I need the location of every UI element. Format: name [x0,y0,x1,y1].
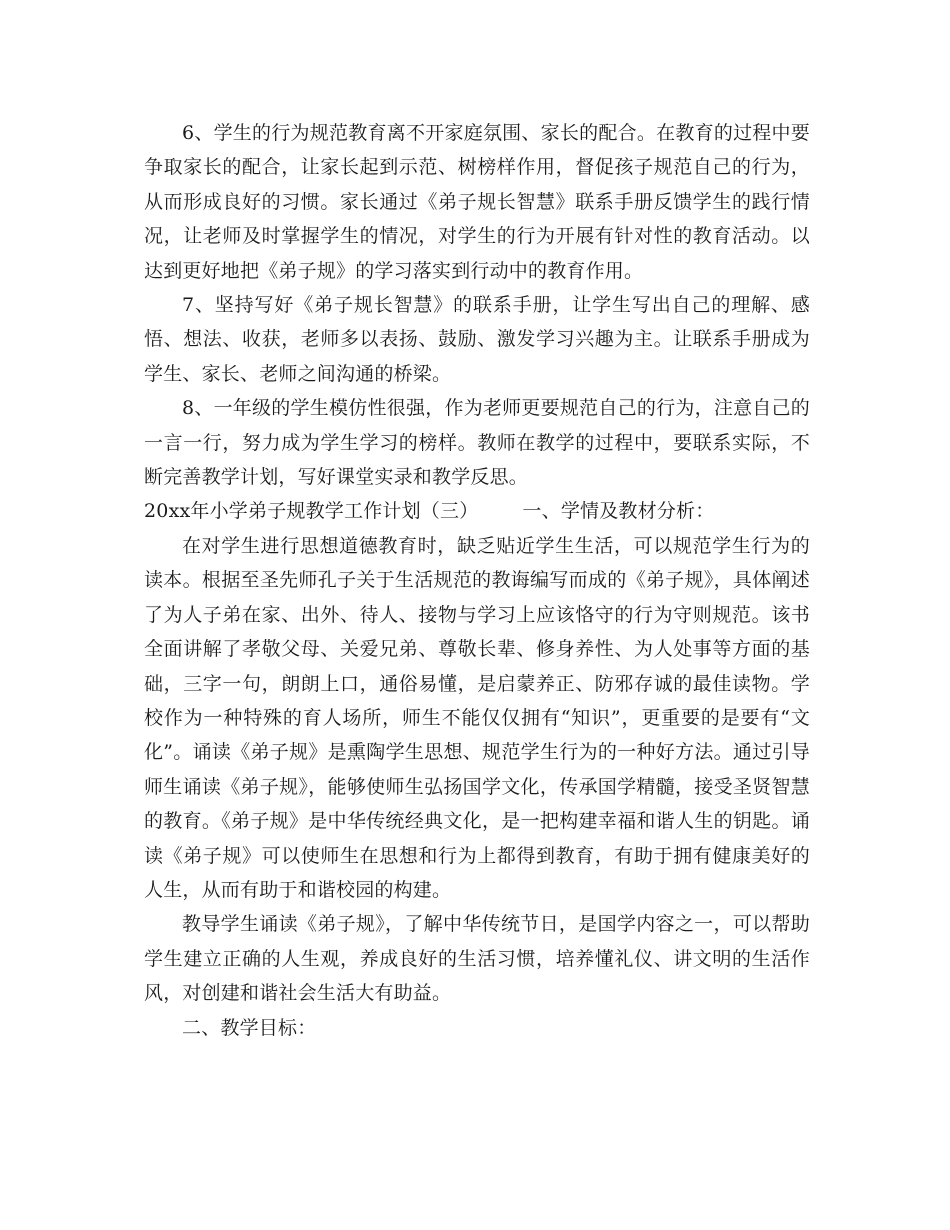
section-teaching-goals: 二、教学目标： [182,1016,317,1039]
section-subtitle: 一、学情及教材分析： [522,500,715,523]
section-heading [144,494,810,528]
paragraph-8: 8、一年级的学生模仿性很强，作为老师更要规范自己的行为，注意自己的一言一行，努力成为学生学习的榜样。教师在教学的过程中，要联系实际，不断完善教学计划，写好课堂实录和教学反思。 [144,397,810,489]
paragraph-7: 7、坚持写好《弟子规长智慧》的联系手册，让学生写出自己的理解、感悟、想法、收获，老师多以表扬、鼓励、激发学习兴趣为主。让联系手册成为学生、家长、老师之间沟通的桥梁。 [144,294,810,385]
paragraph-guidance: 教导学生诵读《弟子规》，了解中华传统节日，是国学内容之一，可以帮助学生建立正确的人生观，养成良好的生活习惯，培养懂礼仪、讲文明的生活作风，对创建和谐社会生活大有助益。 [144,913,810,1005]
plan-title: 20xx年小学弟子规教学工作计划（三） [144,500,479,523]
document-body [144,116,810,1045]
paragraph-analysis: 在对学生进行思想道德教育时，缺乏贴近学生生活，可以规范学生行为的读本。根据至圣先师孔子关于生活规范的教诲编写而成的《弟子规》，具体阐述了为人子弟在家、出外、待人、接物与学习上应该恪守的行为守则规范。该书全面讲解了孝敬父母、关爱兄弟、尊敬长辈、修身养性、为人处事等方面的基础，三字一句，朗朗上口，通俗易懂，是启蒙养正、防邪存诚的最佳读物。学校作为一种特殊的育人场所，师生不能仅仅拥有“知识”，更重要的是要有“文化”。诵读《弟子规》是熏陶学生思想、规范学生行为的一种好方法。通过引导师生诵读《弟子规》，能够使师生弘扬国学文化，传承国学精髓，接受圣贤智慧的教育。《弟子规》是中华传统经典文化，是一把构建幸福和谐人生的钥匙。诵读《弟子规》可以使师生在思想和行为上都得到教育，有助于拥有健康美好的人生，从而有助于和谐校园的构建。 [144,534,810,901]
paragraph-6: 6、学生的行为规范教育离不开家庭氛围、家长的配合。在教育的过程中要争取家长的配合，让家长起到示范、树榜样作用，督促孩子规范自己的行为，从而形成良好的习惯。家长通过《弟子规长智慧》联系手册反馈学生的践行情况，让老师及时掌握学生的情况，对学生的行为开展有针对性的教育活动。以达到更好地把《弟子规》的学习落实到行动中的教育作用。 [144,122,810,282]
